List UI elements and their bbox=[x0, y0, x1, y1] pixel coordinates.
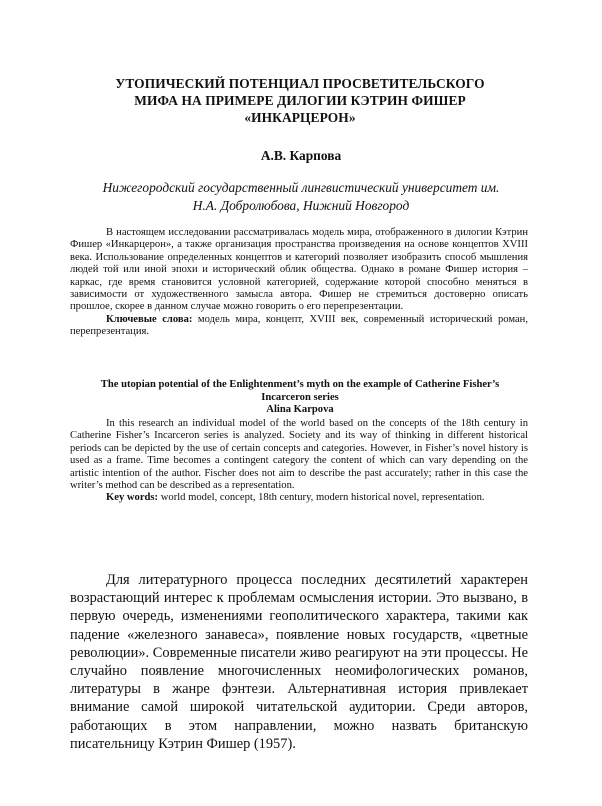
affiliation-line: Нижегородский государственный лингвистический университет им. bbox=[102, 180, 500, 195]
keywords-en-text: world model, concept, 18th century, modern historical novel, representation. bbox=[158, 492, 485, 504]
affiliation bbox=[100, 179, 502, 215]
keywords-en-label: Key words: bbox=[106, 492, 159, 504]
paper-title bbox=[70, 75, 530, 126]
keywords-en bbox=[70, 492, 528, 504]
title-line: МИФА НА ПРИМЕРЕ ДИЛОГИИ КЭТРИН ФИШЕР bbox=[134, 93, 466, 108]
body-text bbox=[70, 571, 528, 753]
english-title bbox=[60, 379, 540, 417]
english-title-line: Incarceron series bbox=[261, 391, 339, 403]
keywords-ru bbox=[70, 314, 528, 339]
keywords-ru-text: модель мира, концепт, XVIII век, современный исторический роман, перепрезентация. bbox=[70, 313, 528, 338]
english-author: Alina Karpova bbox=[266, 404, 334, 416]
english-title-line: The utopian potential of the Enlightenment’s myth on the example of Catherine Fisher’s bbox=[100, 379, 500, 390]
title-line: «ИНКАРЦЕРОН» bbox=[244, 110, 356, 125]
affiliation-line: Н.А. Добролюбова, Нижний Новгород bbox=[192, 198, 410, 213]
abstract-ru bbox=[70, 227, 528, 339]
author-name: А.В. Карпова bbox=[260, 148, 342, 163]
title-line: УТОПИЧЕСКИЙ ПОТЕНЦИАЛ ПРОСВЕТИТЕЛЬСКОГО bbox=[115, 76, 485, 91]
abstract-en bbox=[70, 418, 528, 505]
keywords-ru-label: Ключевые слова: bbox=[106, 313, 193, 325]
abstract-ru-text: В настоящем исследовании рассматривалась модель мира, отображенного в дилогии Кэтрин Фишер «Инкарцерон», а также организация пространства произведения на основе концептов XVIII века. Использование определенных концептов и категорий позволяет изобразить способ мышления людей той или иной эпохи и исторический облик общества. Однако в романе Фишер история – каркас, где время становится условной категорией, содержание которой способно меняться в зависимости от художественного замысла автора. Фишер не стремиться достоверно описать прошлое, скорее в данном случае можно говорить о его перепрезентации. bbox=[70, 227, 528, 313]
abstract-en-text: In this research an individual model of the world based on the concepts of the 18th century in Catherine Fisher’s Incarceron series is analyzed. Society and its way of thinking in different historical periods can be depicted by the use of certain concepts and categories. However, in Fisher’s novel history is used as a frame. Time becomes a contingent category the content of which can vary depending on the artistic intention of the author. Fischer does not aim to describe the past accurately; rather in this case the writer’s method can be described as a representation. bbox=[70, 418, 528, 492]
body-paragraph: Для литературного процесса последних десятилетий характерен возрастающий интерес к проблемам осмысления истории. Это вызвано, в первую очередь, изменениями геополитического характера, такими как падение «железного занавеса», появление новых государств, «цветные революции». Современные писатели живо реагируют на эти процессы. Не случайно появление многочисленных неомифологических романов, литературы в жанре фэнтези. Альтернативная история привлекает внимание самой широкой читательской аудитории. Среди авторов, работающих в этом направлении, можно назвать британскую писательницу Кэтрин Фишер (1957). bbox=[70, 572, 528, 752]
